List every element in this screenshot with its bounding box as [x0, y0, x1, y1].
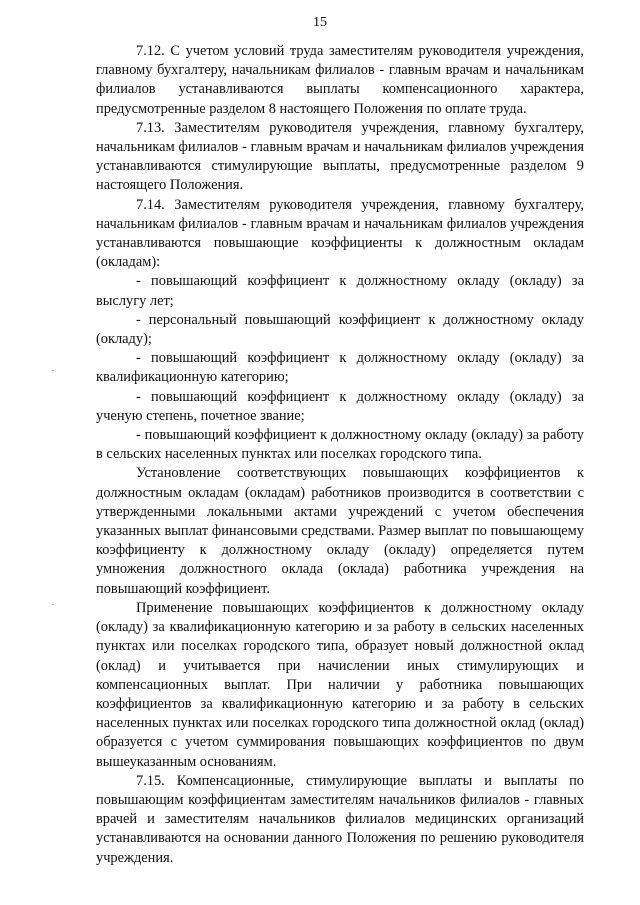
page-number: 15	[313, 15, 327, 30]
paragraph-7-12: 7.12. С учетом условий труда заместителям руководителя учреждения, главному бухгалтеру, начальникам филиалов - главным врачам и начальникам филиалов устанавливаются выплаты компенсационного характера, предусмотренные разделом 8 настоящего Положения по оплате труда.	[96, 43, 584, 117]
margin-mark	[52, 604, 54, 605]
list-item: - повышающий коэффициент к должностному окладу (окладу) за выслугу лет;	[96, 273, 584, 309]
document-body	[96, 42, 584, 868]
paragraph-7-14: 7.14. Заместителям руководителя учреждения, главному бухгалтеру, начальникам филиалов - главным врачам и начальникам филиалов учреждения устанавливаются повышающие коэффициенты к должностным окладам (окладам):	[96, 196, 584, 271]
paragraph-establishment: Установление соответствующих повышающих коэффициентов к должностным окладам (окладам) работников производится в соответствии с утвержденными локальными актами учреждений с учетом обеспечения указанных выплат финансовыми средствами. Размер выплат по повышающему коэффициенту к должностному окладу (окладу) определяется путем умножения должностного оклада (оклада) работника учреждения на повышающий коэффициент.	[96, 465, 584, 597]
margin-mark	[52, 370, 54, 371]
list-item: - повышающий коэффициент к должностному окладу (окладу) за работу в сельских населенных пунктах или поселках городского типа.	[96, 427, 584, 463]
list-item: - повышающий коэффициент к должностному окладу (окладу) за квалификационную категорию;	[96, 350, 584, 386]
paragraph-7-13: 7.13. Заместителям руководителя учреждения, главному бухгалтеру, начальникам филиалов - главным врачам и начальникам филиалов учреждения устанавливаются стимулирующие выплаты, предусмотренные разделом 9 настоящего Положения.	[96, 119, 584, 194]
list-item: - персональный повышающий коэффициент к должностному окладу (окладу);	[96, 311, 584, 348]
paragraph-application: Применение повышающих коэффициентов к должностному окладу (окладу) за квалификационную категорию и за работу в сельских населенных пунктах или поселках городского типа, образует новый должностной оклад (оклад) и учитывается при начислении иных стимулирующих и компенсационных выплат. При наличии у работника повышающих коэффициентов за квалификационную категорию и за работу в сельских населенных пунктах или поселках городского типа должностной оклад (оклад) образуется с учетом суммирования повышающих коэффициентов по двум вышеуказанным основаниям.	[96, 599, 584, 770]
paragraph-7-15: 7.15. Компенсационные, стимулирующие выплаты и выплаты по повышающим коэффициентам заместителям начальников филиалов - главных врачей и заместителям начальников филиалов медицинских организаций устанавливаются на основании данного Положения по решению руководителя учреждения.	[96, 772, 584, 866]
list-item: - повышающий коэффициент к должностному окладу (окладу) за ученую степень, почетное звание;	[96, 388, 584, 424]
